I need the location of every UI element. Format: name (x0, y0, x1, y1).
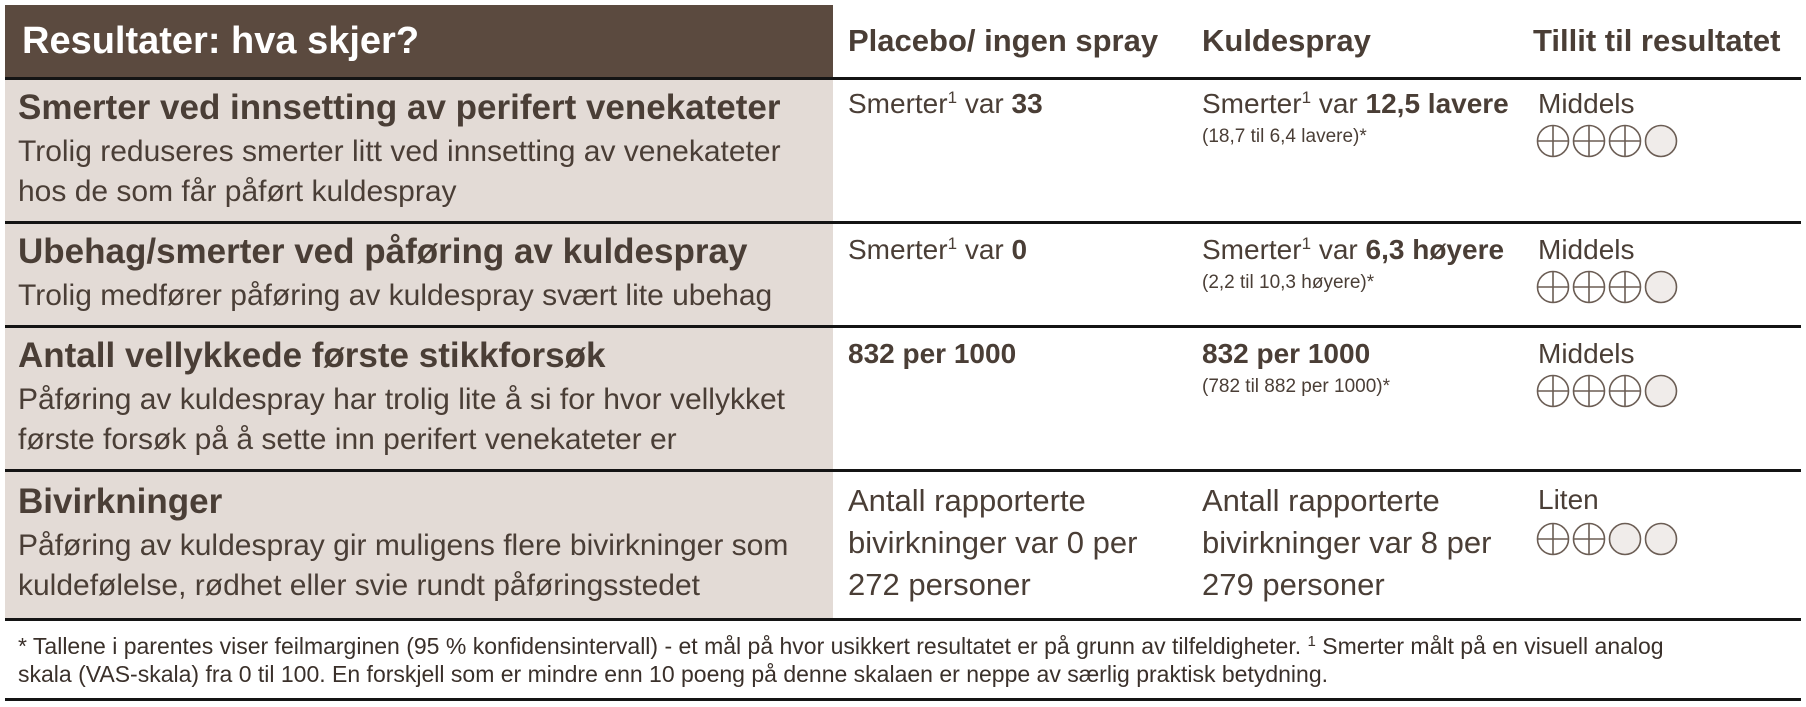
spray-value: Smerter$^1$ var 6,3 høyere (1202, 234, 1505, 265)
divider (5, 698, 1801, 701)
certainty-label: Middels (1538, 338, 1635, 369)
placebo-value: Antall rapporterte (848, 483, 1086, 518)
row-description: hos de som får påført kuldespray (18, 175, 457, 208)
certainty-plus-icon (1572, 270, 1606, 304)
column-header-certainty: Tillit til resultatet (1533, 23, 1781, 58)
certainty-plus-icon (1608, 374, 1642, 408)
certainty-plus-icon (1536, 124, 1570, 158)
placebo-value: 832 per 1000 (848, 338, 1017, 369)
certainty-rating (1536, 374, 1678, 408)
table-title-text: Resultater: hva skjer? (22, 19, 420, 62)
certainty-label: Middels (1538, 234, 1635, 265)
row-description: Trolig reduseres smerter litt ved innsetting av venekateter (18, 135, 781, 168)
certainty-plus-icon (1536, 374, 1570, 408)
placebo-value: 272 personer (848, 567, 1031, 602)
row-description: første forsøk på å sette inn perifert venekateter er (18, 423, 677, 456)
certainty-rating (1536, 270, 1678, 304)
certainty-empty-icon (1644, 522, 1678, 556)
divider (5, 618, 1801, 621)
column-header-placebo: Placebo/ ingen spray (848, 23, 1159, 58)
certainty-plus-icon (1608, 270, 1642, 304)
certainty-plus-icon (1536, 522, 1570, 556)
certainty-plus-icon (1536, 270, 1570, 304)
certainty-empty-icon (1644, 270, 1678, 304)
certainty-empty-icon (1644, 124, 1678, 158)
confidence-interval: (18,7 til 6,4 lavere)* (1202, 126, 1367, 147)
row-title: Antall vellykkede første stikkforsøk (18, 336, 606, 375)
row-description: Påføring av kuldespray gir muligens flere bivirkninger som (18, 529, 789, 562)
placebo-value: Smerter$^1$ var 0 (848, 234, 1028, 265)
confidence-interval: (2,2 til 10,3 høyere)* (1202, 272, 1375, 293)
spray-value: Smerter$^1$ var 12,5 lavere (1202, 88, 1509, 119)
placebo-value: bivirkninger var 0 per (848, 525, 1138, 560)
column-header-spray: Kuldespray (1202, 23, 1371, 58)
certainty-label: Middels (1538, 88, 1635, 119)
row-title: Smerter ved innsetting av perifert venekateter (18, 88, 781, 127)
certainty-plus-icon (1572, 522, 1606, 556)
row-description: kuldefølelse, rødhet eller svie rundt påføringsstedet (18, 569, 700, 602)
certainty-plus-icon (1608, 124, 1642, 158)
certainty-empty-icon (1644, 374, 1678, 408)
row-title: Ubehag/smerter ved påføring av kuldespray (18, 232, 748, 271)
spray-value: bivirkninger var 8 per (1202, 525, 1492, 560)
placebo-value: Smerter$^1$ var 33 (848, 88, 1043, 119)
row-description: Trolig medfører påføring av kuldespray svært lite ubehag (18, 279, 773, 312)
footnote-line: skala (VAS-skala) fra 0 til 100. En forskjell som er mindre enn 10 poeng på denne skalaen er neppe av særlig praktisk betydning. (18, 661, 1329, 687)
certainty-empty-icon (1608, 522, 1642, 556)
row-description: Påføring av kuldespray har trolig lite å si for hvor vellykket (18, 383, 785, 416)
spray-value: 832 per 1000 (1202, 338, 1371, 369)
certainty-rating (1536, 124, 1678, 158)
certainty-plus-icon (1572, 374, 1606, 408)
certainty-rating (1536, 522, 1678, 556)
spray-value: 279 personer (1202, 567, 1385, 602)
footnote-line: * Tallene i parentes viser feilmarginen (95 % konfidensintervall) - et mål på hvor usikkert resultatet er på grunn av tilfeldigheter. $^1$ Smerter målt på en visuell analog (18, 633, 1664, 659)
certainty-plus-icon (1572, 124, 1606, 158)
certainty-label: Liten (1538, 484, 1599, 515)
row-title: Bivirkninger (18, 482, 223, 521)
confidence-interval: (782 til 882 per 1000)* (1202, 376, 1391, 397)
table-title (5, 5, 833, 77)
spray-value: Antall rapporterte (1202, 483, 1440, 518)
